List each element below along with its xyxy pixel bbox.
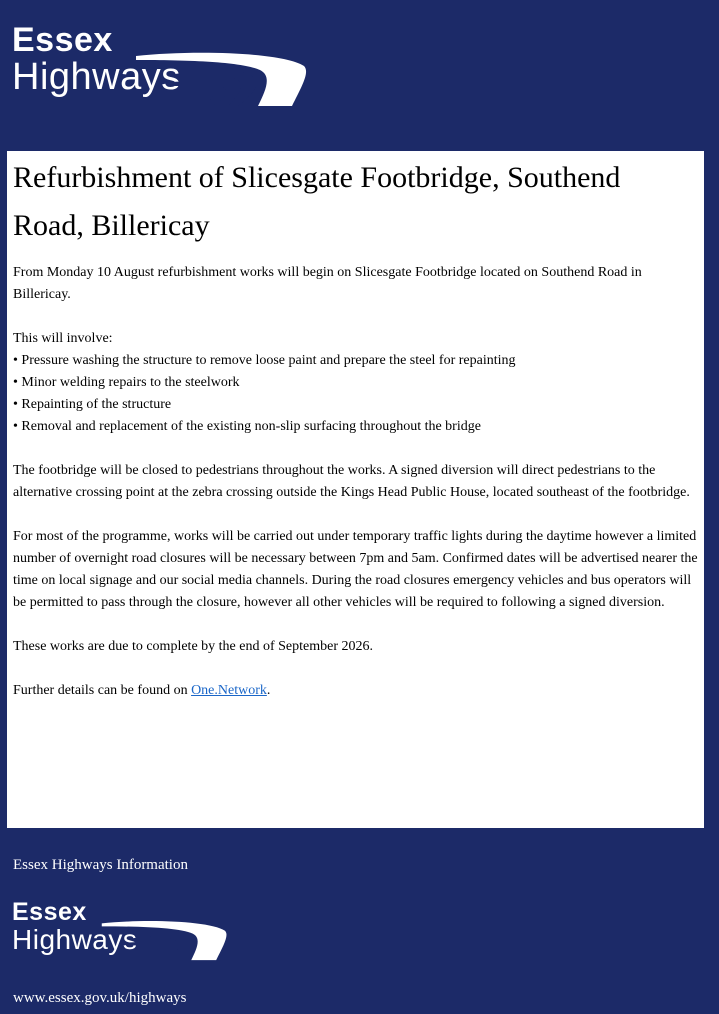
completion-paragraph: These works are due to complete by the end of September 2026. — [13, 639, 374, 654]
article-body — [13, 262, 698, 702]
list-heading: This will involve: — [13, 331, 113, 346]
logo-word-highways: Highways — [12, 924, 138, 955]
closure-paragraph: The footbridge will be closed to pedestrians throughout the works. A signed diversion will direct pedestrians to the alternative crossing point at the zebra crossing outside the Kings Head Public House, located southeast of the footbridge. — [13, 463, 690, 500]
one-network-link[interactable]: One.Network — [191, 683, 267, 698]
intro-paragraph: From Monday 10 August refurbishment works will begin on Slicesgate Footbridge located on Southend Road in Billericay. — [13, 265, 642, 302]
further-suffix: . — [266, 683, 271, 698]
further-details-paragraph — [13, 680, 698, 702]
road-swoosh-icon — [132, 50, 307, 110]
footer-website-url: www.essex.gov.uk/highways — [13, 990, 187, 1006]
list-item: • Pressure washing the structure to remove loose paint and prepare the steel for repainting — [13, 353, 516, 368]
article-title: Refurbishment of Slicesgate Footbridge, Southend Road, Billericay — [13, 161, 621, 242]
footer-essex-highways-logo — [12, 899, 232, 969]
article-panel — [7, 151, 704, 828]
further-prefix: Further details can be found on — [13, 683, 192, 698]
logo-word-essex: Essex — [12, 898, 87, 926]
logo-word-highways: Highways — [12, 56, 181, 98]
programme-paragraph: For most of the programme, works will be carried out under temporary traffic lights during the daytime however a limited number of overnight road closures will be necessary between 7pm and 5am. Confirmed dates will be advertised nearer the time on local signage and our social media channels. During the road closures emergency vehicles and bus operators will be permitted to pass through the closure, however all other vehicles will be required to following a signed diversion. — [13, 529, 698, 610]
list-item: • Removal and replacement of the existing non-slip surfacing throughout the bridge — [13, 419, 481, 434]
road-swoosh-icon — [98, 919, 228, 963]
list-item: • Repainting of the structure — [13, 397, 172, 412]
footer-info-label: Essex Highways Information — [13, 857, 188, 873]
list-item: • Minor welding repairs to the steelwork — [13, 375, 240, 390]
logo-word-essex: Essex — [12, 21, 113, 59]
essex-highways-logo — [12, 22, 312, 122]
works-list — [13, 350, 698, 438]
works-list-block — [13, 328, 698, 438]
